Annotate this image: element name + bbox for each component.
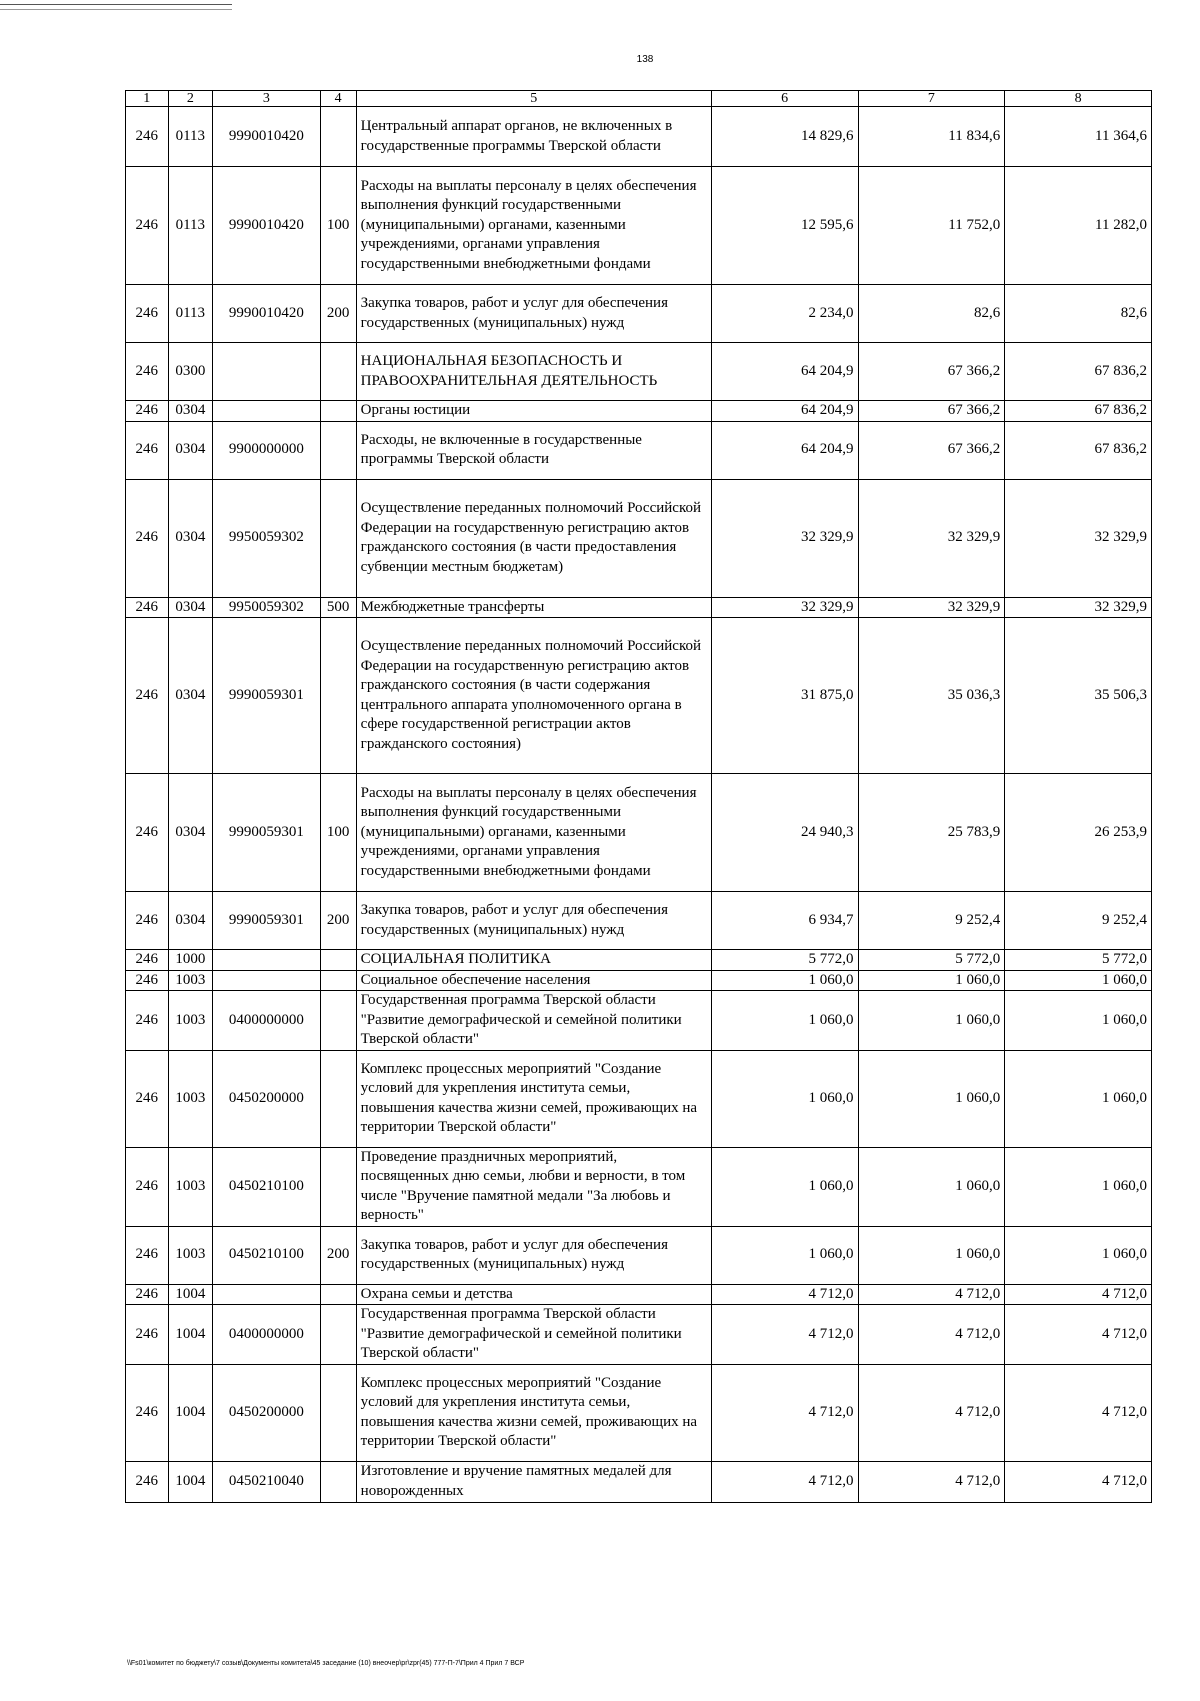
cell-expense-type	[320, 1461, 356, 1502]
cell-target	[213, 950, 320, 971]
cell-amount-3: 4 712,0	[1005, 1284, 1152, 1305]
cell-code: 246	[126, 1050, 169, 1147]
table-row	[126, 401, 1152, 422]
table-row	[126, 1284, 1152, 1305]
col-header-4: 4	[320, 91, 356, 107]
table-row	[126, 107, 1152, 167]
cell-expense-type	[320, 421, 356, 479]
cell-expense-type	[320, 991, 356, 1051]
cell-code: 246	[126, 421, 169, 479]
table-row	[126, 1050, 1152, 1147]
cell-section: 0304	[168, 401, 213, 422]
cell-amount-1: 64 204,9	[711, 401, 858, 422]
cell-amount-1: 1 060,0	[711, 970, 858, 991]
cell-amount-2: 32 329,9	[858, 479, 1005, 597]
cell-expense-type	[320, 1305, 356, 1365]
cell-amount-3: 32 329,9	[1005, 597, 1152, 618]
table-body	[126, 107, 1152, 1503]
cell-expense-type	[320, 1364, 356, 1461]
cell-amount-1: 32 329,9	[711, 479, 858, 597]
table-row	[126, 774, 1152, 892]
table-row	[126, 950, 1152, 971]
table-row	[126, 1226, 1152, 1284]
cell-amount-2: 67 366,2	[858, 421, 1005, 479]
cell-target: 9990059301	[213, 774, 320, 892]
cell-amount-2: 1 060,0	[858, 1050, 1005, 1147]
cell-amount-1: 1 060,0	[711, 1050, 858, 1147]
cell-target: 0450200000	[213, 1050, 320, 1147]
cell-expense-type	[320, 343, 356, 401]
cell-description: Государственная программа Тверской области "Развитие демографической и семейной политики Тверской области"	[356, 1305, 711, 1365]
cell-amount-3: 4 712,0	[1005, 1461, 1152, 1502]
cell-expense-type	[320, 618, 356, 774]
cell-section: 1003	[168, 970, 213, 991]
cell-code: 246	[126, 1461, 169, 1502]
cell-expense-type: 100	[320, 774, 356, 892]
cell-amount-2: 11 834,6	[858, 107, 1005, 167]
cell-amount-2: 67 366,2	[858, 401, 1005, 422]
table-row	[126, 167, 1152, 285]
cell-description: Межбюджетные трансферты	[356, 597, 711, 618]
col-header-5: 5	[356, 91, 711, 107]
table-row	[126, 1461, 1152, 1502]
header-row	[126, 91, 1152, 107]
table-row	[126, 479, 1152, 597]
cell-amount-3: 5 772,0	[1005, 950, 1152, 971]
cell-description: Комплекс процессных мероприятий "Создание условий для укрепления института семьи, повышения качества жизни семей, проживающих на территории Тверской области"	[356, 1364, 711, 1461]
footer-file-path: \\Fs01\комитет по бюджету\7 созыв\Документы комитета\45 заседание (10) внеочер\pr\zpr(45) 777-П-7\Прил 4 Прил 7 ВСР	[127, 1660, 525, 1667]
cell-description: Государственная программа Тверской области "Развитие демографической и семейной политики Тверской области"	[356, 991, 711, 1051]
cell-amount-3: 1 060,0	[1005, 1050, 1152, 1147]
cell-amount-3: 1 060,0	[1005, 1226, 1152, 1284]
cell-target: 9990059301	[213, 892, 320, 950]
cell-expense-type	[320, 970, 356, 991]
cell-description: Комплекс процессных мероприятий "Создание условий для укрепления института семьи, повышения качества жизни семей, проживающих на территории Тверской области"	[356, 1050, 711, 1147]
cell-amount-3: 26 253,9	[1005, 774, 1152, 892]
cell-code: 246	[126, 343, 169, 401]
cell-section: 1003	[168, 1050, 213, 1147]
col-header-6: 6	[711, 91, 858, 107]
cell-code: 246	[126, 618, 169, 774]
cell-section: 0304	[168, 618, 213, 774]
cell-target	[213, 401, 320, 422]
cell-expense-type	[320, 401, 356, 422]
cell-description: Органы юстиции	[356, 401, 711, 422]
cell-amount-2: 5 772,0	[858, 950, 1005, 971]
cell-amount-3: 4 712,0	[1005, 1305, 1152, 1365]
cell-code: 246	[126, 1305, 169, 1365]
cell-amount-1: 4 712,0	[711, 1305, 858, 1365]
cell-amount-2: 4 712,0	[858, 1284, 1005, 1305]
cell-target: 9990010420	[213, 285, 320, 343]
table-row	[126, 1147, 1152, 1226]
page-number: 138	[636, 54, 654, 65]
cell-target	[213, 970, 320, 991]
cell-target: 9990010420	[213, 107, 320, 167]
col-header-3: 3	[213, 91, 320, 107]
cell-section: 0304	[168, 479, 213, 597]
cell-description: Закупка товаров, работ и услуг для обеспечения государственных (муниципальных) нужд	[356, 892, 711, 950]
cell-amount-2: 25 783,9	[858, 774, 1005, 892]
cell-code: 246	[126, 1226, 169, 1284]
table-row	[126, 343, 1152, 401]
cell-description: Изготовление и вручение памятных медалей для новорожденных	[356, 1461, 711, 1502]
cell-description: Расходы на выплаты персоналу в целях обеспечения выполнения функций государственными (муниципальными) органами, казенными учреждениями, органами управления государственными внебюджетными фондами	[356, 774, 711, 892]
cell-code: 246	[126, 1147, 169, 1226]
cell-section: 1004	[168, 1461, 213, 1502]
table-row	[126, 970, 1152, 991]
cell-amount-1: 1 060,0	[711, 991, 858, 1051]
cell-expense-type	[320, 950, 356, 971]
table-row	[126, 1364, 1152, 1461]
cell-section: 0113	[168, 107, 213, 167]
cell-code: 246	[126, 107, 169, 167]
cell-expense-type: 100	[320, 167, 356, 285]
table-row	[126, 421, 1152, 479]
cell-amount-1: 64 204,9	[711, 343, 858, 401]
cell-description: Охрана семьи и детства	[356, 1284, 711, 1305]
cell-expense-type	[320, 1147, 356, 1226]
col-header-2: 2	[168, 91, 213, 107]
cell-code: 246	[126, 1364, 169, 1461]
cell-amount-2: 82,6	[858, 285, 1005, 343]
cell-description: Расходы на выплаты персоналу в целях обеспечения выполнения функций государственными (муниципальными) органами, казенными учреждениями, органами управления государственными внебюджетными фондами	[356, 167, 711, 285]
cell-target: 9900000000	[213, 421, 320, 479]
cell-section: 0304	[168, 774, 213, 892]
cell-amount-1: 1 060,0	[711, 1147, 858, 1226]
cell-target: 9950059302	[213, 479, 320, 597]
table-row	[126, 285, 1152, 343]
cell-section: 1003	[168, 1226, 213, 1284]
cell-amount-3: 35 506,3	[1005, 618, 1152, 774]
cell-amount-1: 31 875,0	[711, 618, 858, 774]
cell-amount-3: 4 712,0	[1005, 1364, 1152, 1461]
cell-code: 246	[126, 892, 169, 950]
cell-target	[213, 343, 320, 401]
cell-amount-2: 35 036,3	[858, 618, 1005, 774]
cell-amount-3: 67 836,2	[1005, 421, 1152, 479]
cell-amount-1: 5 772,0	[711, 950, 858, 971]
cell-description: Социальное обеспечение населения	[356, 970, 711, 991]
top-edge-line	[0, 4, 232, 5]
cell-section: 1004	[168, 1284, 213, 1305]
cell-section: 1003	[168, 991, 213, 1051]
cell-target: 9990059301	[213, 618, 320, 774]
cell-amount-1: 32 329,9	[711, 597, 858, 618]
cell-amount-2: 67 366,2	[858, 343, 1005, 401]
cell-target: 9990010420	[213, 167, 320, 285]
table-row	[126, 991, 1152, 1051]
cell-code: 246	[126, 950, 169, 971]
cell-description: Закупка товаров, работ и услуг для обеспечения государственных (муниципальных) нужд	[356, 285, 711, 343]
cell-section: 0304	[168, 421, 213, 479]
cell-code: 246	[126, 991, 169, 1051]
cell-code: 246	[126, 167, 169, 285]
cell-amount-2: 32 329,9	[858, 597, 1005, 618]
cell-code: 246	[126, 774, 169, 892]
cell-expense-type: 500	[320, 597, 356, 618]
cell-amount-3: 67 836,2	[1005, 401, 1152, 422]
cell-expense-type: 200	[320, 892, 356, 950]
cell-amount-3: 9 252,4	[1005, 892, 1152, 950]
cell-section: 0300	[168, 343, 213, 401]
cell-amount-2: 1 060,0	[858, 1147, 1005, 1226]
cell-description: Центральный аппарат органов, не включенных в государственные программы Тверской области	[356, 107, 711, 167]
cell-code: 246	[126, 401, 169, 422]
cell-amount-1: 4 712,0	[711, 1364, 858, 1461]
cell-amount-2: 1 060,0	[858, 970, 1005, 991]
cell-target: 0450210100	[213, 1226, 320, 1284]
cell-code: 246	[126, 285, 169, 343]
cell-target: 0450200000	[213, 1364, 320, 1461]
cell-section: 1003	[168, 1147, 213, 1226]
cell-code: 246	[126, 597, 169, 618]
cell-target: 0400000000	[213, 1305, 320, 1365]
cell-description: Закупка товаров, работ и услуг для обеспечения государственных (муниципальных) нужд	[356, 1226, 711, 1284]
cell-amount-2: 1 060,0	[858, 1226, 1005, 1284]
cell-amount-1: 4 712,0	[711, 1461, 858, 1502]
cell-amount-2: 1 060,0	[858, 991, 1005, 1051]
cell-amount-1: 14 829,6	[711, 107, 858, 167]
cell-target	[213, 1284, 320, 1305]
cell-section: 0113	[168, 285, 213, 343]
table-row	[126, 892, 1152, 950]
cell-target: 9950059302	[213, 597, 320, 618]
cell-target: 0400000000	[213, 991, 320, 1051]
cell-amount-2: 4 712,0	[858, 1305, 1005, 1365]
cell-amount-2: 4 712,0	[858, 1364, 1005, 1461]
cell-section: 0304	[168, 597, 213, 618]
cell-section: 1004	[168, 1364, 213, 1461]
cell-target: 0450210100	[213, 1147, 320, 1226]
cell-description: НАЦИОНАЛЬНАЯ БЕЗОПАСНОСТЬ И ПРАВООХРАНИТЕЛЬНАЯ ДЕЯТЕЛЬНОСТЬ	[356, 343, 711, 401]
table-row	[126, 618, 1152, 774]
budget-table	[125, 90, 1152, 1503]
cell-amount-1: 1 060,0	[711, 1226, 858, 1284]
cell-amount-2: 4 712,0	[858, 1461, 1005, 1502]
cell-expense-type: 200	[320, 1226, 356, 1284]
top-edge-line-2	[0, 9, 232, 10]
cell-code: 246	[126, 970, 169, 991]
cell-description: Проведение праздничных мероприятий, посвященных дню семьи, любви и верности, в том числе "Вручение памятной медали "За любовь и верность"	[356, 1147, 711, 1226]
cell-amount-3: 1 060,0	[1005, 1147, 1152, 1226]
table-row	[126, 597, 1152, 618]
cell-amount-1: 24 940,3	[711, 774, 858, 892]
cell-amount-3: 1 060,0	[1005, 970, 1152, 991]
cell-code: 246	[126, 1284, 169, 1305]
cell-section: 1004	[168, 1305, 213, 1365]
cell-description: СОЦИАЛЬНАЯ ПОЛИТИКА	[356, 950, 711, 971]
cell-expense-type	[320, 479, 356, 597]
cell-expense-type	[320, 1050, 356, 1147]
cell-amount-3: 11 282,0	[1005, 167, 1152, 285]
cell-amount-3: 82,6	[1005, 285, 1152, 343]
cell-amount-1: 2 234,0	[711, 285, 858, 343]
cell-amount-2: 11 752,0	[858, 167, 1005, 285]
cell-amount-1: 12 595,6	[711, 167, 858, 285]
cell-section: 0113	[168, 167, 213, 285]
table-row	[126, 1305, 1152, 1365]
cell-expense-type	[320, 107, 356, 167]
cell-expense-type: 200	[320, 285, 356, 343]
col-header-1: 1	[126, 91, 169, 107]
cell-amount-3: 67 836,2	[1005, 343, 1152, 401]
cell-amount-2: 9 252,4	[858, 892, 1005, 950]
cell-target: 0450210040	[213, 1461, 320, 1502]
cell-expense-type	[320, 1284, 356, 1305]
cell-amount-1: 6 934,7	[711, 892, 858, 950]
cell-section: 1000	[168, 950, 213, 971]
cell-amount-3: 32 329,9	[1005, 479, 1152, 597]
col-header-7: 7	[858, 91, 1005, 107]
cell-amount-1: 4 712,0	[711, 1284, 858, 1305]
cell-section: 0304	[168, 892, 213, 950]
cell-description: Осуществление переданных полномочий Российской Федерации на государственную регистрацию актов гражданского состояния (в части содержания центрального аппарата уполномоченного органа в сфере государственной регистрации актов гражданского состояния)	[356, 618, 711, 774]
cell-description: Расходы, не включенные в государственные программы Тверской области	[356, 421, 711, 479]
cell-amount-1: 64 204,9	[711, 421, 858, 479]
cell-description: Осуществление переданных полномочий Российской Федерации на государственную регистрацию актов гражданского состояния (в части предоставления субвенции местным бюджетам)	[356, 479, 711, 597]
cell-amount-3: 11 364,6	[1005, 107, 1152, 167]
col-header-8: 8	[1005, 91, 1152, 107]
cell-amount-3: 1 060,0	[1005, 991, 1152, 1051]
cell-code: 246	[126, 479, 169, 597]
